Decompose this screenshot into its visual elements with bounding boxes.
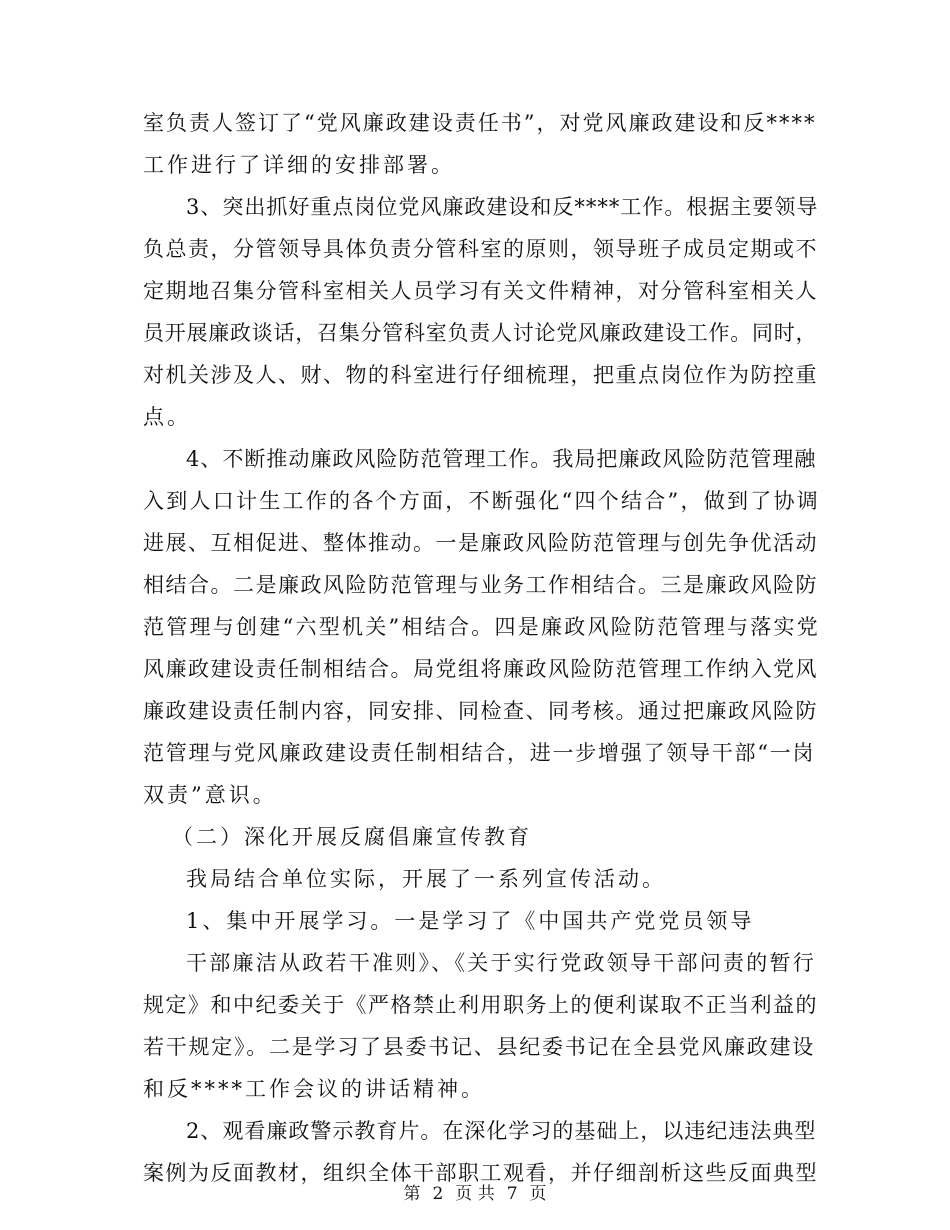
paragraph-first-line: 我局结合单位实际，开展了一系列宣传活动。 xyxy=(186,867,666,891)
text-line: 和反****工作会议的讲话精神。 xyxy=(143,1077,485,1101)
footer-total-pages: 7 xyxy=(506,1184,518,1204)
text-line: 案例为反面教材，组织全体干部职工观看，并仔细剖析这些反面典型 xyxy=(143,1161,818,1185)
text-line: 员开展廉政谈话，召集分管科室负责人讨论党风廉政建设工作。同时， xyxy=(143,321,818,345)
paragraph-first-line: 3、突出抓好重点岗位党风廉政建设和反****工作。根据主要领导 xyxy=(186,195,819,219)
text-line: 双责”意识。 xyxy=(143,783,277,807)
paragraph-first-line: 2、观看廉政警示教育片。在深化学习的基础上，以违纪违法典型 xyxy=(186,1119,817,1143)
text-line: 对机关涉及人、财、物的科室进行仔细梳理，把重点岗位作为防控重 xyxy=(143,363,818,387)
paragraph-first-line: 4、不断推动廉政风险防范管理工作。我局把廉政风险防范管理融 xyxy=(186,447,817,471)
text-line: 相结合。二是廉政风险防范管理与业务工作相结合。三是廉政风险防 xyxy=(143,573,818,597)
section-heading: （二）深化开展反腐倡廉宣传教育 xyxy=(172,825,532,849)
text-line: 风廉政建设责任制相结合。局党组将廉政风险防范管理工作纳入党风 xyxy=(143,657,818,681)
page-footer xyxy=(0,1183,950,1205)
text-line: 进展、互相促进、整体推动。一是廉政风险防范管理与创先争优活动 xyxy=(143,531,818,555)
text-line: 点。 xyxy=(143,405,191,429)
text-line: 入到人口计生工作的各个方面，不断强化“四个结合”，做到了协调 xyxy=(143,489,820,513)
footer-prefix: 第 xyxy=(403,1184,421,1204)
text-line: 工作进行了详细的安排部署。 xyxy=(143,153,455,177)
text-line: 廉政建设责任制内容，同安排、同检查、同考核。通过把廉政风险防 xyxy=(143,699,818,723)
text-line: 规定》和中纪委关于《严格禁止利用职务上的便利谋取不正当利益的 xyxy=(143,993,818,1017)
footer-middle: 页 共 xyxy=(455,1184,495,1204)
text-line: 负总责，分管领导具体负责分管科室的原则，领导班子成员定期或不 xyxy=(143,237,818,261)
text-line: 范管理与创建“六型机关”相结合。四是廉政风险防范管理与落实党 xyxy=(143,615,820,639)
paragraph-first-line: 1、集中开展学习。一是学习了《中国共产党党员领导 xyxy=(186,909,755,933)
footer-page-number: 2 xyxy=(432,1184,444,1204)
text-line: 室负责人签订了“党风廉政建设责任书”，对党风廉政建设和反**** xyxy=(143,111,817,135)
text-line: 范管理与党风廉政建设责任制相结合，进一步增强了领导干部“一岗 xyxy=(143,741,816,765)
text-line: 若干规定》。二是学习了县委书记、县纪委书记在全县党风廉政建设 xyxy=(143,1035,815,1059)
footer-suffix: 页 xyxy=(529,1184,547,1204)
text-line: 定期地召集分管科室相关人员学习有关文件精神，对分管科室相关人 xyxy=(143,279,818,303)
text-line: 干部廉洁从政若干准则》、《关于实行党政领导干部问责的暂行 xyxy=(186,951,816,975)
